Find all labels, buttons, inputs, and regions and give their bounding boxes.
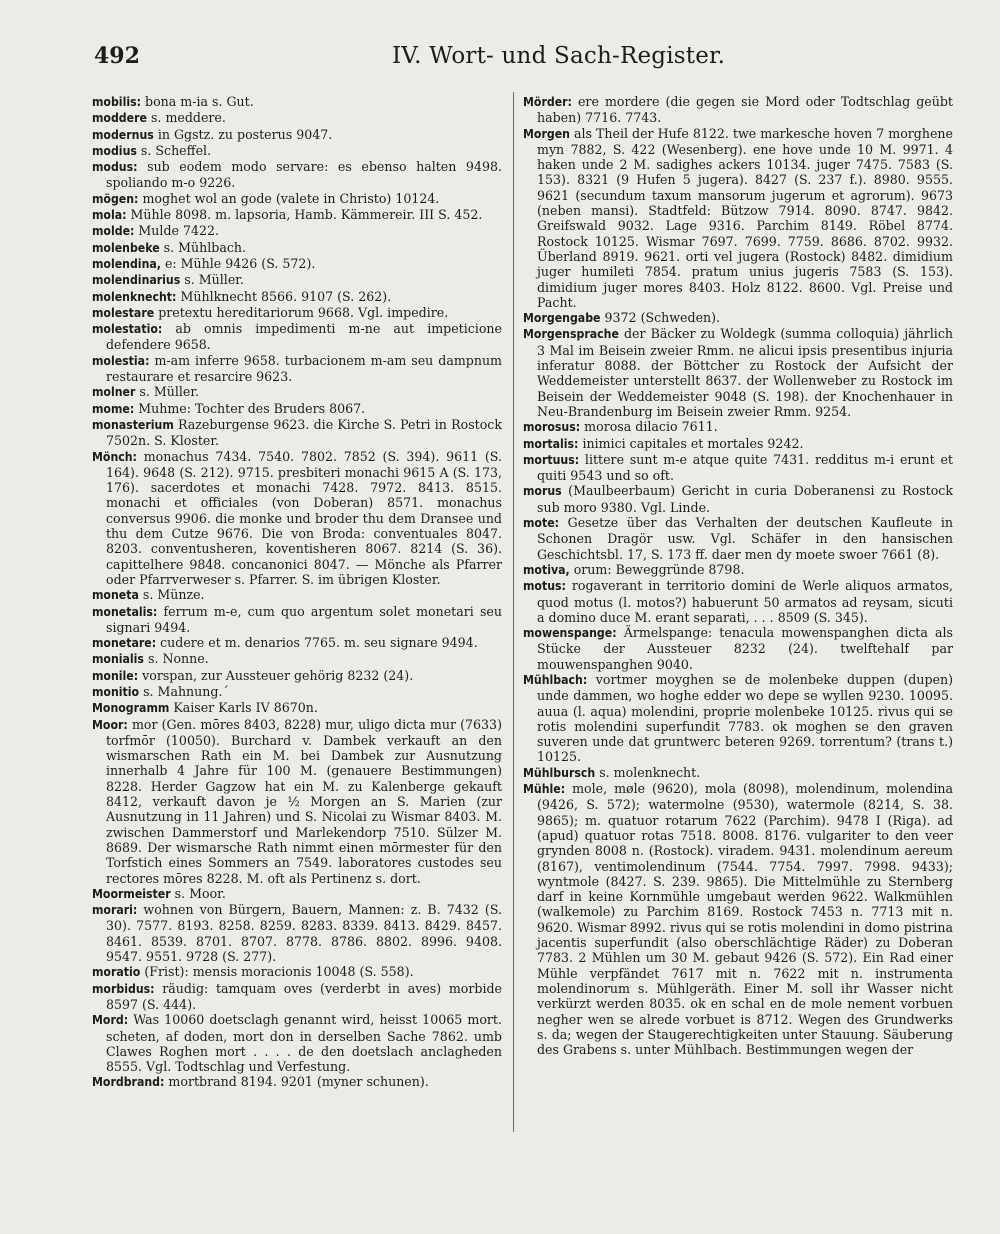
entry-text: wohnen von Bürgern, Bauern, Mannen: z. B. 7432 (S. 30). 7577. 8193. 8258. 8259. 8283. 8339. 8413. 8429. 8457. 8461. 8539. 8701. 8707. 8778. 8786. 8802. 8996. 9408. 9547. 9551. 9728 (S. 277). (106, 902, 502, 965)
index-entry (523, 452, 953, 484)
entry-headword: mortalis: (523, 436, 579, 451)
entry-headword: Mönch: (92, 449, 137, 464)
entry-headword: modus: (92, 160, 138, 175)
entry-headword: Morgensprache (523, 327, 619, 342)
entry-headword: motiva, (523, 562, 570, 577)
index-entry (92, 289, 502, 305)
entry-headword: molestia: (92, 353, 150, 368)
index-entry (92, 604, 502, 636)
entry-text: räudig: tamquam oves (verderbt in aves) morbide 8597 (S. 444). (106, 980, 502, 1012)
index-entry (92, 256, 502, 272)
index-entry (92, 384, 502, 400)
entry-headword: mowenspange: (523, 626, 617, 641)
entry-text: s. Scheffel. (140, 142, 212, 158)
index-entry (523, 781, 953, 1057)
index-entry (523, 94, 953, 126)
entry-headword: molde: (92, 224, 135, 239)
index-entry (92, 207, 502, 223)
index-entry (92, 223, 502, 239)
entry-text: rogaverant in territorio domini de Werle aliquos armatos, quod motus (l. motos?) habuerunt 50 armatos ad reysam, sicuti a domino duce M. erant separati, . . . 8509 (S. 345). (537, 578, 953, 625)
entry-text: e: Mühle 9426 (S. 572). (164, 255, 316, 271)
entry-text: Mühle 8098. m. lapsoria, Hamb. Kämmereir. III S. 452. (130, 207, 483, 223)
entry-headword: Mühle: (523, 782, 566, 797)
index-entry (92, 401, 502, 417)
entry-headword: molestare (92, 305, 155, 320)
entry-text: der Bäcker zu Woldegk (summa colloquia) jährlich 3 Mal im Beisein zweier Rmm. ne alicui ipsis presentibus injuria inferatur 8088. der Böttcher zu Rostock der Aufsicht der Weddemeister unterstellt 8637. der Wollenweber zu Rostock im Beisein der Weddemeister 9048 (S. 198). der Knochenhauer in Neu-Brandenburg im Beisein zweier Rmm. 9254. (537, 326, 953, 419)
index-entry (523, 126, 953, 311)
index-entry (92, 110, 502, 126)
index-entry (92, 684, 502, 700)
index-entry (523, 310, 953, 326)
entry-text: Ärmelspange: tenacula mowenspanghen dicta als Stücke der Aussteuer 8232 (24). twelftehalf par mouwenspanghen 9040. (537, 625, 953, 672)
index-entry (92, 191, 502, 207)
entry-headword: modius (92, 143, 137, 158)
entry-text: ferrum m-e, cum quo argentum solet monetari seu signari 9494. (106, 603, 502, 635)
entry-headword: morosus: (523, 420, 581, 435)
entry-headword: Mörder: (523, 95, 572, 109)
entry-text: Mulde 7422. (138, 223, 220, 239)
index-entry (92, 127, 502, 143)
entry-text: bona m-ia s. Gut. (145, 94, 254, 109)
entry-headword: modernus (92, 127, 154, 142)
entry-text: (Maulbeerbaum) Gericht in curia Doberanensi zu Rostock sub moro 9380. Vgl. Linde. (537, 483, 953, 515)
entry-text: pretextu hereditariorum 9668. Vgl. impedire. (158, 304, 449, 320)
entry-headword: molendina, (92, 256, 161, 271)
entry-headword: morbidus: (92, 981, 155, 996)
index-entry (523, 625, 953, 672)
entry-text: mor (Gen. mōres 8403, 8228) mur, uligo dicta mur (7633) torfmōr (10050). Burchard v. Dambek verkauft an den wismarschen Rath ein M. bei Dambek zur Ausnutzung innerhalb 4 Jahre für 100 M. (genauere Bestimmungen) 8228. Herder Gagzow hat ein M. zu Kalenberge gekauft 8412, verkauft davon je ½ Morgen an S. Marien (zur Ausnutzung in 11 Jahren) und S. Nicolai zu Wismar 8403. M. zwischen Dammerstorf und Marlekendorp 7510. Sülzer M. 8689. Der wismarsche Rath nimmt einen mōrmester für den Torfstich eines Sommers an 7549. laboratores custodes seu rectores mōres 8228. M. oft als Pertinenz s. dort. (106, 716, 502, 886)
entry-text: 9372 (Schweden). (604, 310, 721, 326)
index-entry (92, 902, 502, 964)
entry-text: cudere et m. denarios 7765. m. seu signare 9494. (160, 635, 478, 651)
index-entry (92, 886, 502, 902)
entry-text: Was 10060 doetsclagh genannt wird, heisst 10065 mort. scheten, af doden, mort don in derselben Sache 7862. umb Clawes Roghen mort . . . . de den doetslach anclagheden 8555. Vgl. Todtschlag und Verfestung. (106, 1012, 502, 1075)
entry-headword: molner (92, 385, 136, 400)
entry-headword: molenbeke (92, 240, 160, 255)
entry-text: (Frist): mensis moracionis 10048 (S. 558). (144, 964, 414, 980)
entry-headword: monitio (92, 684, 140, 699)
entry-headword: mola: (92, 208, 127, 223)
entry-headword: moneta (92, 588, 139, 603)
index-entry (92, 240, 502, 256)
entry-text: in Ggstz. zu posterus 9047. (157, 126, 333, 142)
index-entry (92, 143, 502, 159)
entry-text: als Theil der Hufe 8122. twe markesche hoven 7 morghene myn 7882, S. 422 (Wesenberg). ene hove unde 10 M. 9971. 4 haken unde 2 M. sadighes ackers 10134. juger 7475. 7583 (S. 153). 8321 (9 Hufen 5 jugera). 8427 (S. 237 f.). 8980. 9555. 9621 (secundum taxum mansorum jugerum et agrorum). 9673 (neben mansi). Stadtfeld: Bützow 7914. 8090. 8747. 9842. Greifswald 9032. Lage 9316. Parchim 8149. Röbel 8774. Rostock 10125. Wismar 7697. 7699. 7759. 8686. 8702. 9932. Überland 8919. 9621. orti vel jugera (Rostock) 8482. dimidium juger humileti 7854. pratum unius jugeris 7583 (S. 153). dimidium juger mores 8403. Holz 8122. 8600. Vgl. Preise und Pacht. (537, 125, 953, 310)
entry-text: sub eodem modo servare: es ebenso halten 9498. spoliando m-o 9226. (106, 159, 502, 191)
index-entry (92, 272, 502, 288)
entry-headword: Mühlbach: (523, 672, 588, 687)
entry-headword: monetare: (92, 636, 157, 651)
entry-headword: Morgen (523, 126, 570, 141)
index-entry (92, 964, 502, 980)
entry-headword: molendinarius (92, 273, 181, 288)
entry-headword: moddere (92, 111, 147, 126)
index-entry (523, 515, 953, 562)
index-entry (523, 765, 953, 781)
entry-headword: Mord: (92, 1013, 129, 1028)
index-entry (92, 587, 502, 603)
entry-text: s. Müller. (139, 384, 200, 400)
index-entry (523, 483, 953, 515)
index-entry (92, 305, 502, 321)
entry-headword: Mordbrand: (92, 1075, 165, 1090)
entry-text: s. Mühlbach. (163, 239, 247, 255)
index-entry (92, 321, 502, 353)
entry-headword: mögen: (92, 191, 139, 206)
column-divider (513, 92, 514, 1132)
entry-text: Mühlknecht 8566. 9107 (S. 262). (180, 288, 392, 304)
index-entry (92, 1012, 502, 1074)
index-entry (523, 672, 953, 765)
entry-headword: Moormeister (92, 886, 171, 901)
index-entry (523, 562, 953, 578)
entry-headword: molenknecht: (92, 289, 177, 304)
entry-headword: monile: (92, 668, 139, 683)
index-entry (523, 578, 953, 625)
index-entry (523, 419, 953, 435)
index-entry (92, 700, 502, 716)
entry-headword: motus: (523, 579, 566, 594)
index-column-right (523, 94, 953, 1057)
entry-headword: morus (523, 484, 562, 499)
entry-text: Gesetze über das Verhalten der deutschen Kaufleute in Schonen Dragör usw. Vgl. Schäfer in den hansischen Geschichtsbl. 17, S. 173 ff. daer men dy moete swoer 7661 (8). (537, 515, 953, 562)
entry-headword: monialis (92, 652, 144, 667)
entry-text: moghet wol an gode (valete in Christo) 10124. (142, 190, 440, 206)
entry-text: littere sunt m-e atque quite 7431. redditus m-i erunt et quiti 9543 und so oft. (537, 451, 953, 484)
entry-text: Kaiser Karls IV 8670n. (173, 700, 318, 716)
index-entry (92, 635, 502, 651)
index-entry (523, 436, 953, 452)
entry-text: monachus 7434. 7540. 7802. 7852 (S. 394). 9611 (S. 164). 9648 (S. 212). 9715. presbiteri monachi 9615 A (S. 173, 176). sacerdotes et monachi 7428. 7972. 8413. 8515. monachi et officiales (von Doberan) 8571. monachus conversus 9906. die monke und broder thu dem Dransee und thu dem Cutze 9676. Die von Broda: conventuales 8047. 8203. conventusheren, koventisheren 8067. 8214 (S. 36). capittelhere 9848. concanonici 8047. — Mönche als Pfarrer oder Pfarrverweser s. Pfarrer. S. im übrigen Kloster. (106, 448, 502, 587)
entry-text: s. molenknecht. (599, 764, 701, 780)
entry-headword: monetalis: (92, 604, 158, 619)
index-entry (92, 651, 502, 667)
entry-text: s. Mahnung.´ (143, 683, 229, 699)
index-column-left (92, 94, 502, 1091)
index-entry (92, 668, 502, 684)
entry-headword: mote: (523, 516, 560, 531)
entry-text: inimici capitales et mortales 9242. (582, 435, 804, 451)
entry-text: ere mordere (die gegen sie Mord oder Todtschlag geübt haben) 7716. 7743. (537, 94, 953, 126)
index-entry (92, 1074, 502, 1090)
index-entry (92, 449, 502, 588)
page-number: 492 (94, 43, 140, 69)
entry-headword: Mühlbursch (523, 765, 596, 780)
entry-headword: mome: (92, 401, 135, 416)
entry-text: ab omnis impedimenti m-ne aut impeticione defendere 9658. (106, 321, 502, 353)
entry-text: s. Müller. (184, 272, 244, 288)
entry-text: s. Moor. (174, 885, 226, 901)
index-entry (523, 326, 953, 419)
entry-text: mole, møle (9620), mola (8098), molendinum, molendina (9426, S. 572); watermolne (9530), watermole (8214, S. 38. 9865); m. quatuor rotarum 7622 (Parchim). 9478 I (Riga). ad (apud) quatuor rotas 7518. 8008. 8176. vulgariter to den veer grynden 8008 n. (Rostock). viradem. 9431. molendinum aereum (8167), ventimolendinum (7544. 7754. 7997. 7998. 9433); wyntmole (8427. S. 239. 9865). Die Mittelmühle zu Sternberg darf in keine Kornmühle umgebaut werden 9622. Walkmühlen (walkemole) zu Parchim 8169. Rostock 7453 n. 7713 mit n. 9620. Wismar 8992. rivus qui se rotis molendini in domo pistrina jacentis superfundit (also oberschlächtige Räder) zu Doberan 7783. 2 Mühlen um 30 M. gebaut 9426 (S. 572). Ein Rad einer Mühle verpfändet 7617 mit n. 7622 mit n. instrumenta molendinorum s. Mühlgeräth. Einer M. soll ihr Wasser nicht verkürzt werden 8035. ok en schal en de mole nement vorbuen negher wen se alrede vorbuet is 8712. Wegen des Grundwerks s. da; wegen der Staugerechtigkeiten unter Stauung. Säuberung des Grabens s. unter Mühlbach. Bestimmungen wegen der (537, 781, 953, 1058)
index-entry (92, 981, 502, 1013)
index-entry (92, 94, 502, 110)
entry-headword: morari: (92, 903, 138, 918)
entry-headword: Moor: (92, 717, 128, 732)
entry-text: m-am inferre 9658. turbacionem m-am seu dampnum restaurare et resarcire 9623. (106, 352, 502, 385)
running-head: IV. Wort- und Sach-Register. (392, 43, 726, 69)
entry-headword: Morgengabe (523, 311, 601, 326)
index-entry (92, 717, 502, 886)
entry-text: vortmer moyghen se de molenbeke duppen (dupen) unde dammen, wo hoghe edder wo depe se wyllen 9230. 10095. auua (l. aqua) molendini, proprie molenbeke 10125. rivus qui se rotis molendini superfundit 7783. ok moghen se den graven suveren unde dat gruntwerc beteren 9269. torrentum? (trans t.) 10125. (537, 671, 953, 765)
entry-headword: Monogramm (92, 701, 170, 716)
entry-text: vorspan, zur Aussteuer gehörig 8232 (24). (142, 667, 414, 683)
entry-text: s. Münze. (142, 587, 205, 603)
entry-headword: molestatio: (92, 322, 163, 337)
index-entry (92, 417, 502, 449)
entry-text: s. meddere. (150, 110, 226, 126)
entry-headword: moratio (92, 965, 141, 980)
entry-text: orum: Beweggründe 8798. (573, 561, 745, 577)
entry-headword: monasterium (92, 417, 174, 432)
entry-text: s. Nonne. (147, 651, 209, 667)
entry-headword: mobilis: (92, 95, 141, 109)
entry-text: morosa dilacio 7611. (584, 419, 718, 435)
entry-text: Muhme: Tochter des Bruders 8067. (138, 400, 366, 416)
entry-headword: mortuus: (523, 452, 580, 467)
entry-text: Razeburgense 9623. die Kirche S. Petri in Rostock 7502n. S. Kloster. (106, 416, 502, 449)
entry-text: mortbrand 8194. 9201 (myner schunen). (168, 1074, 429, 1090)
index-entry (92, 159, 502, 191)
index-entry (92, 353, 502, 385)
